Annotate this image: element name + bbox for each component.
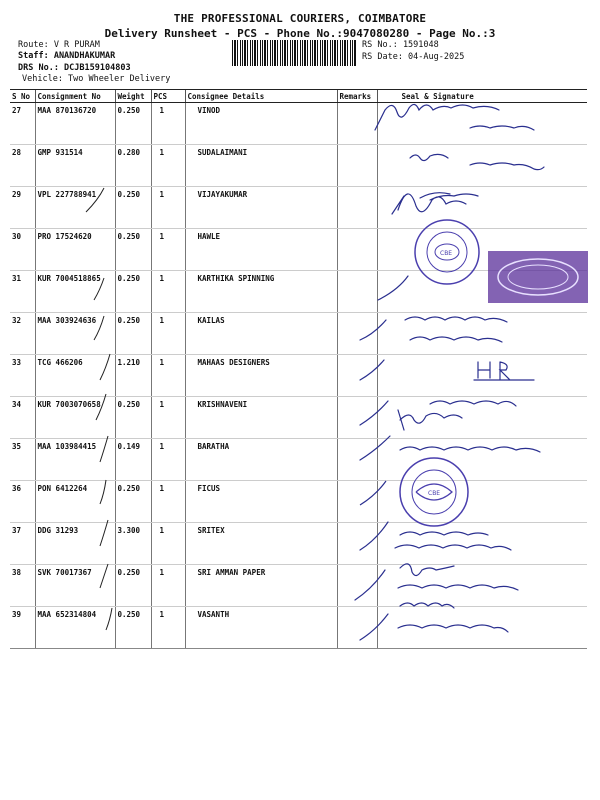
cell-consignment: MAA 303924636 bbox=[35, 313, 115, 355]
cell-remarks bbox=[337, 523, 377, 565]
cell-weight: 0.250 bbox=[115, 103, 151, 145]
cell-consignment: MAA 103984415 bbox=[35, 439, 115, 481]
cell-consignee: KARTHIKA SPINNING bbox=[185, 271, 337, 313]
table-row bbox=[10, 355, 587, 397]
table-row bbox=[10, 145, 587, 187]
cell-signature bbox=[377, 229, 587, 271]
cell-pcs: 1 bbox=[151, 187, 185, 229]
cell-remarks bbox=[337, 355, 377, 397]
table-row bbox=[10, 313, 587, 355]
col-consignment: Consignment No bbox=[35, 90, 115, 103]
cell-sno: 27 bbox=[10, 103, 35, 145]
svg-text:CBE: CBE bbox=[440, 250, 453, 257]
cell-pcs: 1 bbox=[151, 607, 185, 649]
cell-signature bbox=[377, 103, 587, 145]
cell-remarks bbox=[337, 229, 377, 271]
cell-pcs: 1 bbox=[151, 565, 185, 607]
cell-weight: 0.149 bbox=[115, 439, 151, 481]
runsheet-subtitle: Delivery Runsheet - PCS - Phone No.:9047080280 - Page No.:3 bbox=[104, 27, 496, 40]
cell-pcs: 1 bbox=[151, 397, 185, 439]
cell-signature bbox=[377, 439, 587, 481]
table-row bbox=[10, 103, 587, 145]
cell-sno: 34 bbox=[10, 397, 35, 439]
cell-consignment: VPL 227788941 bbox=[35, 187, 115, 229]
cell-signature bbox=[377, 271, 587, 313]
cell-signature bbox=[377, 607, 587, 649]
drs-number: DRS No.: DCJB159104803 bbox=[18, 63, 131, 73]
cell-remarks bbox=[337, 103, 377, 145]
table-row bbox=[10, 565, 587, 607]
col-signature: Seal & Signature bbox=[377, 90, 587, 103]
cell-pcs: 1 bbox=[151, 271, 185, 313]
cell-pcs: 1 bbox=[151, 229, 185, 271]
rs-date: RS Date: 04-Aug-2025 bbox=[362, 52, 465, 62]
cell-sno: 36 bbox=[10, 481, 35, 523]
cell-weight: 0.250 bbox=[115, 187, 151, 229]
table-row bbox=[10, 397, 587, 439]
cell-consignment: SVK 70017367 bbox=[35, 565, 115, 607]
cell-remarks bbox=[337, 439, 377, 481]
cell-signature bbox=[377, 313, 587, 355]
col-consignee: Consignee Details bbox=[185, 90, 337, 103]
cell-consignee: VINOD bbox=[185, 103, 337, 145]
cell-consignee: HAWLE bbox=[185, 229, 337, 271]
cell-consignment: GMP 931514 bbox=[35, 145, 115, 187]
cell-consignee: VIJAYAKUMAR bbox=[185, 187, 337, 229]
cell-weight: 0.250 bbox=[115, 229, 151, 271]
cell-consignee: KRISHNAVENI bbox=[185, 397, 337, 439]
col-pcs: PCS bbox=[151, 90, 185, 103]
cell-weight: 0.250 bbox=[115, 481, 151, 523]
cell-sno: 37 bbox=[10, 523, 35, 565]
cell-consignment: MAA 652314804 bbox=[35, 607, 115, 649]
cell-consignee: MAHAAS DESIGNERS bbox=[185, 355, 337, 397]
cell-weight: 0.250 bbox=[115, 271, 151, 313]
cell-consignee: KAILAS bbox=[185, 313, 337, 355]
cell-sno: 32 bbox=[10, 313, 35, 355]
table-row bbox=[10, 187, 587, 229]
cell-weight: 1.210 bbox=[115, 355, 151, 397]
cell-consignee: VASANTH bbox=[185, 607, 337, 649]
col-remarks: Remarks bbox=[337, 90, 377, 103]
table-row bbox=[10, 229, 587, 271]
cell-signature bbox=[377, 565, 587, 607]
cell-remarks bbox=[337, 271, 377, 313]
cell-sno: 30 bbox=[10, 229, 35, 271]
cell-consignee: SRITEX bbox=[185, 523, 337, 565]
cell-remarks bbox=[337, 187, 377, 229]
cell-consignment: PRO 17524620 bbox=[35, 229, 115, 271]
col-sno: S No bbox=[10, 90, 35, 103]
cell-sno: 39 bbox=[10, 607, 35, 649]
cell-remarks bbox=[337, 145, 377, 187]
cell-weight: 3.300 bbox=[115, 523, 151, 565]
cell-pcs: 1 bbox=[151, 439, 185, 481]
cell-remarks bbox=[337, 607, 377, 649]
cell-signature bbox=[377, 355, 587, 397]
cell-pcs: 1 bbox=[151, 103, 185, 145]
cell-signature bbox=[377, 145, 587, 187]
cell-pcs: 1 bbox=[151, 145, 185, 187]
cell-remarks bbox=[337, 481, 377, 523]
cell-remarks bbox=[337, 397, 377, 439]
route-label: Route: V R PURAM bbox=[18, 40, 100, 50]
cell-consignment: KUR 7004518865 bbox=[35, 271, 115, 313]
company-title: THE PROFESSIONAL COURIERS, COIMBATORE bbox=[173, 12, 427, 25]
cell-sno: 33 bbox=[10, 355, 35, 397]
vehicle-label: Vehicle: Two Wheeler Delivery bbox=[22, 74, 171, 84]
table-row bbox=[10, 523, 587, 565]
cell-sno: 35 bbox=[10, 439, 35, 481]
cell-sno: 29 bbox=[10, 187, 35, 229]
cell-weight: 0.250 bbox=[115, 607, 151, 649]
cell-consignment: PON 6412264 bbox=[35, 481, 115, 523]
cell-weight: 0.250 bbox=[115, 565, 151, 607]
table-row bbox=[10, 607, 587, 649]
cell-consignment: TCG 466206 bbox=[35, 355, 115, 397]
table-row bbox=[10, 481, 587, 523]
cell-pcs: 1 bbox=[151, 481, 185, 523]
cell-sno: 31 bbox=[10, 271, 35, 313]
cell-weight: 0.250 bbox=[115, 313, 151, 355]
cell-sno: 28 bbox=[10, 145, 35, 187]
cell-weight: 0.280 bbox=[115, 145, 151, 187]
cell-signature bbox=[377, 397, 587, 439]
cell-weight: 0.250 bbox=[115, 397, 151, 439]
cell-remarks bbox=[337, 565, 377, 607]
table-header-row bbox=[10, 90, 587, 103]
cell-signature bbox=[377, 523, 587, 565]
runsheet-table bbox=[10, 89, 587, 649]
cell-signature bbox=[377, 481, 587, 523]
cell-consignee: BARATHA bbox=[185, 439, 337, 481]
rs-number: RS No.: 1591048 bbox=[362, 40, 439, 50]
table-row bbox=[10, 271, 587, 313]
cell-consignment: DDG 31293 bbox=[35, 523, 115, 565]
cell-consignee: SUDALAIMANI bbox=[185, 145, 337, 187]
table-row bbox=[10, 439, 587, 481]
cell-pcs: 1 bbox=[151, 355, 185, 397]
col-weight: Weight bbox=[115, 90, 151, 103]
cell-consignment: MAA 870136720 bbox=[35, 103, 115, 145]
cell-consignee: FICUS bbox=[185, 481, 337, 523]
cell-remarks bbox=[337, 313, 377, 355]
cell-signature bbox=[377, 187, 587, 229]
staff-label: Staff: ANANDHAKUMAR bbox=[18, 51, 116, 61]
cell-pcs: 1 bbox=[151, 523, 185, 565]
cell-consignee: SRI AMMAN PAPER bbox=[185, 565, 337, 607]
cell-consignment: KUR 7003070658 bbox=[35, 397, 115, 439]
cell-pcs: 1 bbox=[151, 313, 185, 355]
cell-sno: 38 bbox=[10, 565, 35, 607]
svg-text:CBE: CBE bbox=[428, 490, 441, 497]
barcode bbox=[232, 40, 356, 66]
